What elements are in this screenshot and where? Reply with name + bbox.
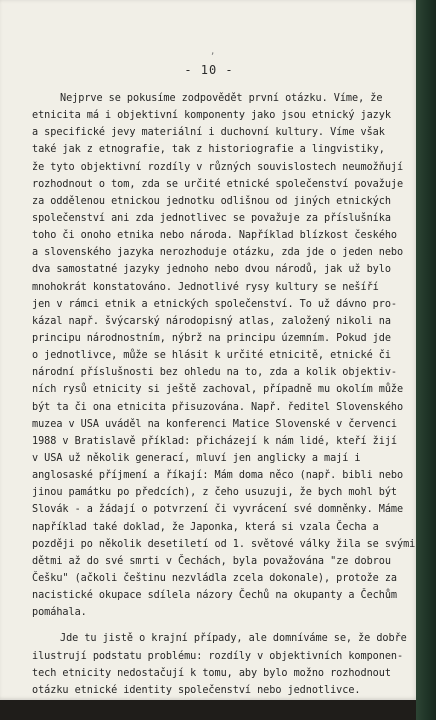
text-line: být ta či ona etnicita přisuzována. Např. ředitel Slovenského [32, 401, 404, 413]
text-line: anglosaské příjmení a říkají: Mám doma něco (např. bibli nebo [32, 470, 404, 482]
text-line: tech etnicity nedostačují k tomu, aby bylo možno rozhodnout [32, 667, 391, 679]
text-line: a specifické jevy materiální i duchovní kultury. Víme však [32, 127, 385, 139]
text-line: etnicita má i objektivní komponenty jako jsou etnický jazyk [32, 110, 391, 122]
text-line: národní příslušnosti bez ohledu na to, zda a kolik objektiv- [32, 367, 398, 379]
text-line: 1988 v Bratislavě příklad: přicházejí k nám lidé, kteří žijí [32, 435, 398, 447]
paragraph-gap [32, 621, 392, 630]
paragraph-1 [32, 90, 416, 621]
paragraph-2 [32, 630, 407, 699]
text-line: také jak z etnografie, tak z historiografie a lingvistiky, [32, 144, 385, 156]
text-line: později po několik desetiletí od 1. světové války žila se svými [32, 538, 416, 550]
text-line: a slovenského jazyka nerozhoduje otázku, zda jde o jeden nebo [32, 247, 404, 259]
text-line: Nejprve se pokusíme zodpovědět první otázku. Víme, že [60, 93, 383, 104]
text-line: pomáhala. [32, 607, 87, 619]
page-number: - 10 - [184, 63, 234, 77]
text-line: za oddělenou etnickou jednotku odlišnou od jiných etnických [32, 195, 391, 207]
pencil-mark-icon: , [210, 47, 216, 57]
text-line: společenství ani zda jednotlivec se považuje za příslušníka [32, 212, 391, 224]
text-line: ních rysů etnicity si ještě zachoval, případně mu okolím může [32, 384, 404, 396]
text-line: Jde tu jistě o krajní případy, ale domníváme se, že dobře [60, 633, 407, 645]
text-line: muzea v USA uváděl na konferenci Matice Slovenské v červenci [32, 418, 398, 430]
text-line: jinou památku po předcích), z čeho usuzuji, že bych mohl být [32, 487, 398, 499]
text-line: toho či onoho etnika nebo národa. Například blízkost českého [32, 230, 398, 242]
text-line: dětmi až do své smrti v Čechách, byla považována "ze dobrou [32, 555, 391, 567]
text-line: Slovák - a žádají o potvrzení či vyvrácení své domněnky. Máme [32, 504, 404, 516]
text-line: dva samostatné jazyky jednoho nebo dvou národů, jak už bylo [32, 264, 391, 276]
text-line: že tyto objektivní rozdíly v různých souvislostech neumožňují [32, 161, 404, 173]
text-line: rozhodnout o tom, zda se určité etnické společenství považuje [32, 178, 404, 190]
text-line: o jednotlivce, může se hlásit k určité etnicitě, etnické či [32, 350, 391, 362]
text-line: například také doklad, že Japonka, která si vzala Čecha a [32, 521, 379, 533]
book-binding [416, 0, 436, 720]
text-line: v USA už několik generací, mluví jen anglicky a mají i [32, 452, 361, 464]
text-body [32, 90, 416, 699]
text-line: ilustrují podstatu problému: rozdíly v objektivních komponen- [32, 650, 404, 662]
text-line: principu národnostním, nýbrž na principu územním. Pokud jde [32, 332, 391, 344]
text-line: otázku etnické identity společenství nebo jednotlivce. [32, 684, 361, 696]
text-line: Češku" (ačkoli češtinu nezvládla zcela dokonale), protože za [32, 572, 398, 584]
text-line: jen v rámci etnik a etnických společenství. To už dávno pro- [32, 298, 398, 310]
text-line: mnohokrát konstatováno. Jednotlivé rysy kultury se nešíří [32, 281, 379, 293]
text-line: nacistické okupace sdílela názory Čechů na okupanty a Čechům [32, 590, 398, 602]
text-line: kázal např. švýcarský národopisný atlas, založený nikoli na [32, 315, 391, 327]
